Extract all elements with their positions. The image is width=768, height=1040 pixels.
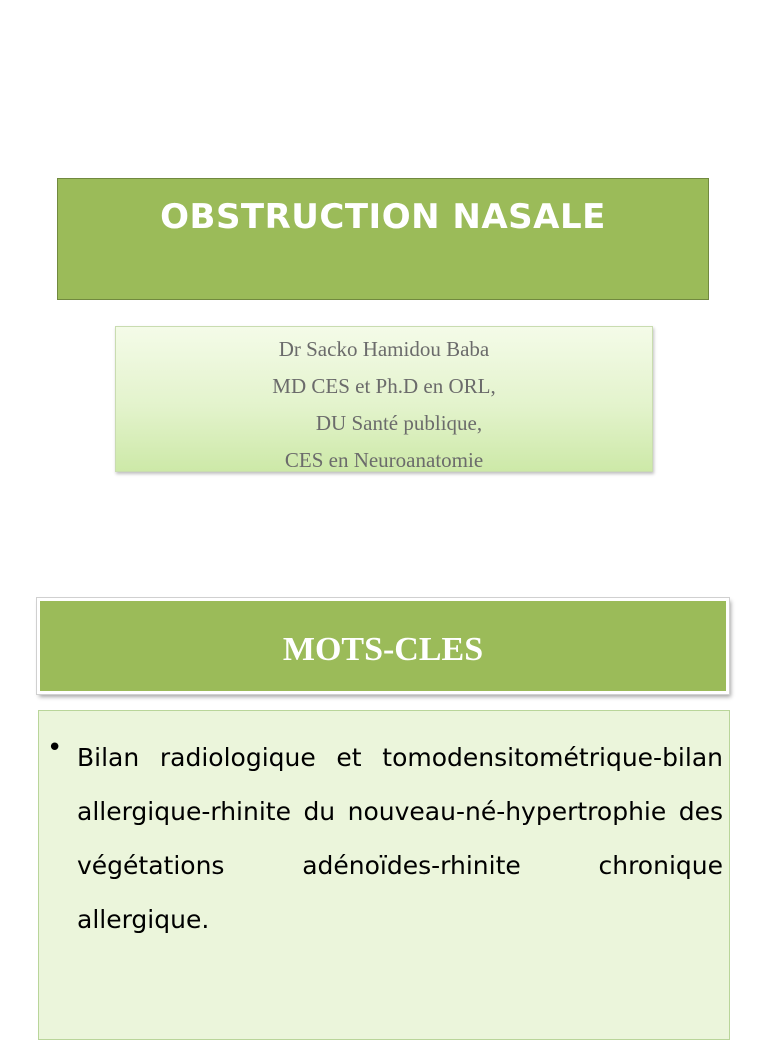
author-specialty: CES en Neuroanatomie (284, 448, 484, 472)
title-box (57, 178, 709, 300)
page-title: OBSTRUCTION NASALE (160, 197, 606, 237)
author-box (115, 326, 653, 472)
bullet-marker: • (47, 733, 63, 763)
author-diploma: DU Santé publique, (315, 411, 483, 435)
author-degree: MD CES et Ph.D en ORL, (272, 374, 496, 398)
keywords-text: Bilan radiologique et tomodensitométrique-bilan allergique-rhinite du nouveau-né-hypertrophie des végétations adénoïdes-rhinite chronique allergique. (77, 743, 723, 934)
author-name: Dr Sacko Hamidou Baba (278, 337, 490, 361)
section-title: MOTS-CLES (282, 631, 484, 668)
section-header (37, 598, 729, 694)
content-box (38, 710, 730, 1040)
